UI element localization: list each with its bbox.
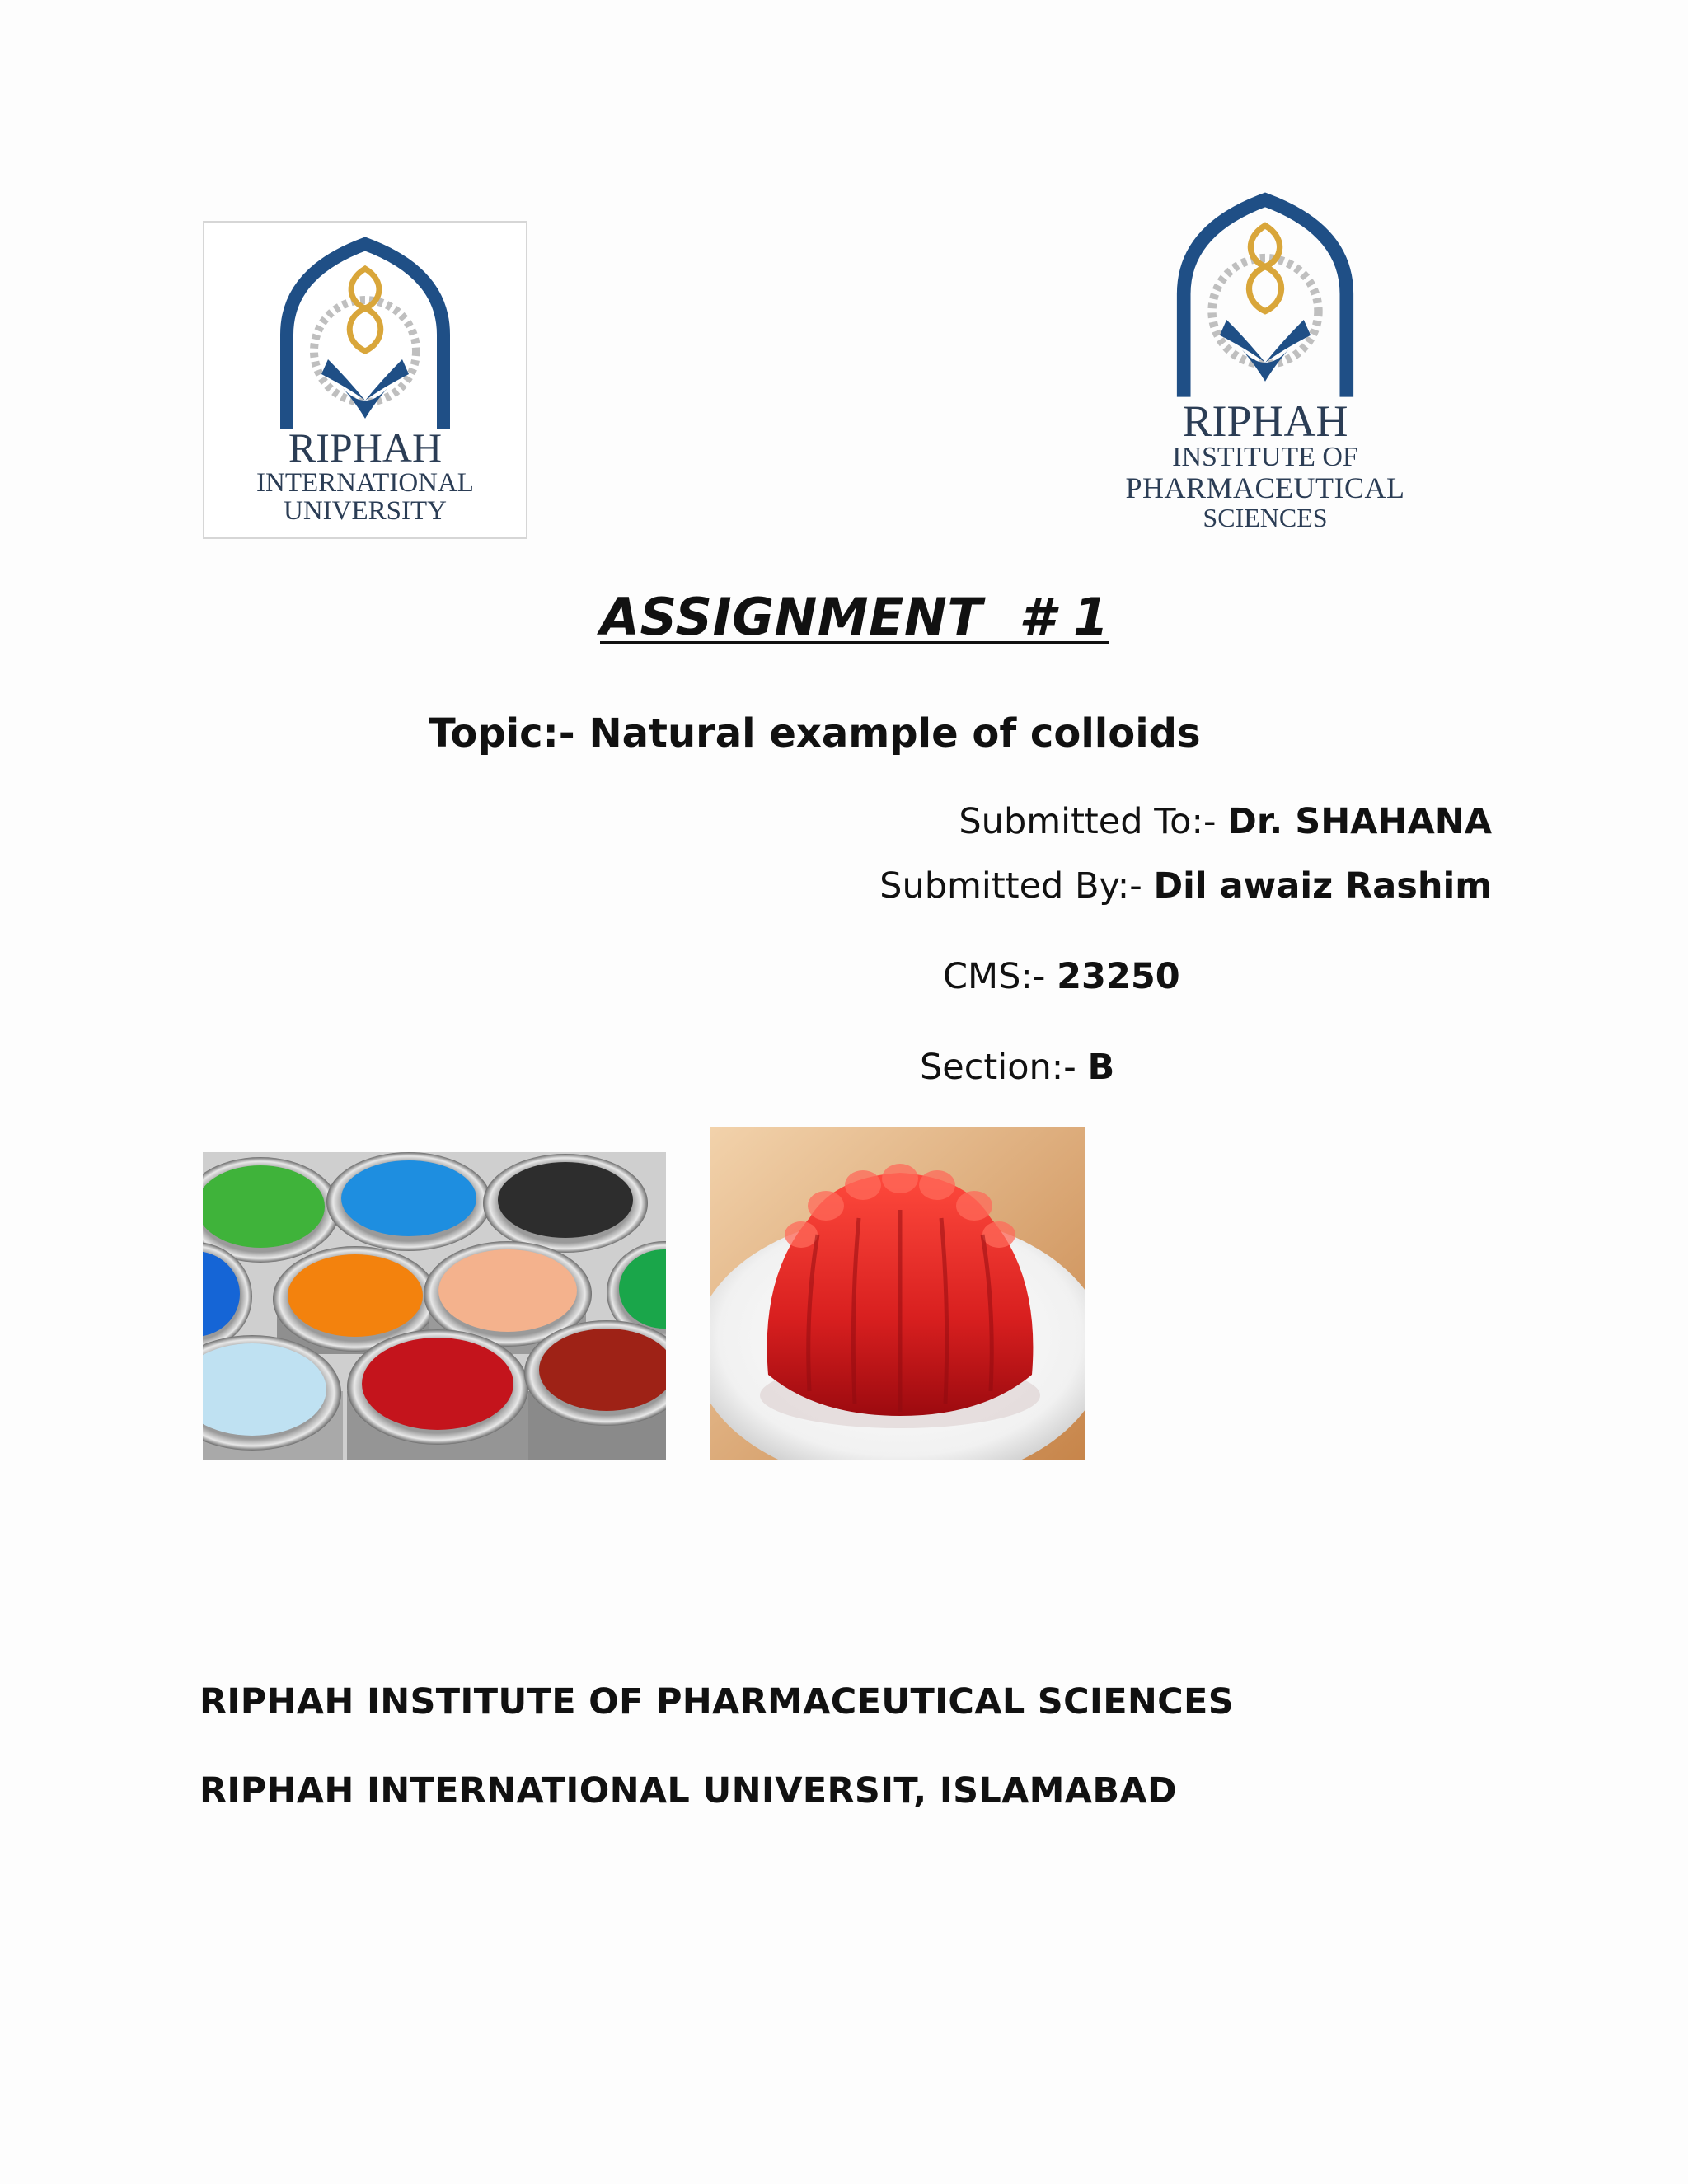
- paint-cans-illustration: [203, 1152, 666, 1460]
- cms-label: CMS:-: [943, 956, 1046, 997]
- paint-cans-image: [203, 1152, 666, 1460]
- red-jelly-image: [710, 1127, 1085, 1460]
- submitted-to-label: Submitted To:-: [959, 801, 1217, 842]
- logo-left-line2: INTERNATIONAL: [256, 468, 474, 498]
- riphah-pharmaceutical-sciences-logo: [1104, 191, 1426, 537]
- cms-value: 23250: [1057, 956, 1180, 997]
- submitted-by-label: Submitted By:-: [879, 865, 1142, 907]
- riphah-emblem-icon: [270, 236, 460, 442]
- logo-right-line2: INSTITUTE OF: [1172, 442, 1358, 472]
- assignment-title: ASSIGNMENT # 1: [600, 587, 1109, 647]
- submitted-by: [879, 865, 1492, 907]
- section-info: [920, 1047, 1114, 1088]
- riphah-emblem-icon: [1160, 191, 1370, 405]
- cms-number: [943, 956, 1180, 997]
- section-label: Section:-: [920, 1047, 1076, 1088]
- footer-university: RIPHAH INTERNATIONAL UNIVERSIT, ISLAMABAD: [199, 1770, 1178, 1811]
- submitted-by-value: Dil awaiz Rashim: [1153, 865, 1492, 907]
- section-value: B: [1087, 1047, 1115, 1088]
- submitted-to-value: Dr. SHAHANA: [1227, 801, 1492, 842]
- riphah-international-university-logo: [203, 221, 528, 539]
- topic-heading: Topic:- Natural example of colloids: [429, 710, 1201, 757]
- logo-right-line3: PHARMACEUTICAL: [1125, 471, 1405, 504]
- logo-right-line4: SCIENCES: [1203, 503, 1328, 532]
- jelly-illustration: [710, 1127, 1085, 1460]
- footer-institute: RIPHAH INSTITUTE OF PHARMACEUTICAL SCIENCES: [199, 1681, 1234, 1722]
- logo-left-line3: UNIVERSITY: [284, 496, 447, 526]
- submitted-to: [959, 801, 1492, 842]
- logo-right-line1: RIPHAH: [1182, 396, 1348, 446]
- logo-left-line1: RIPHAH: [288, 424, 443, 471]
